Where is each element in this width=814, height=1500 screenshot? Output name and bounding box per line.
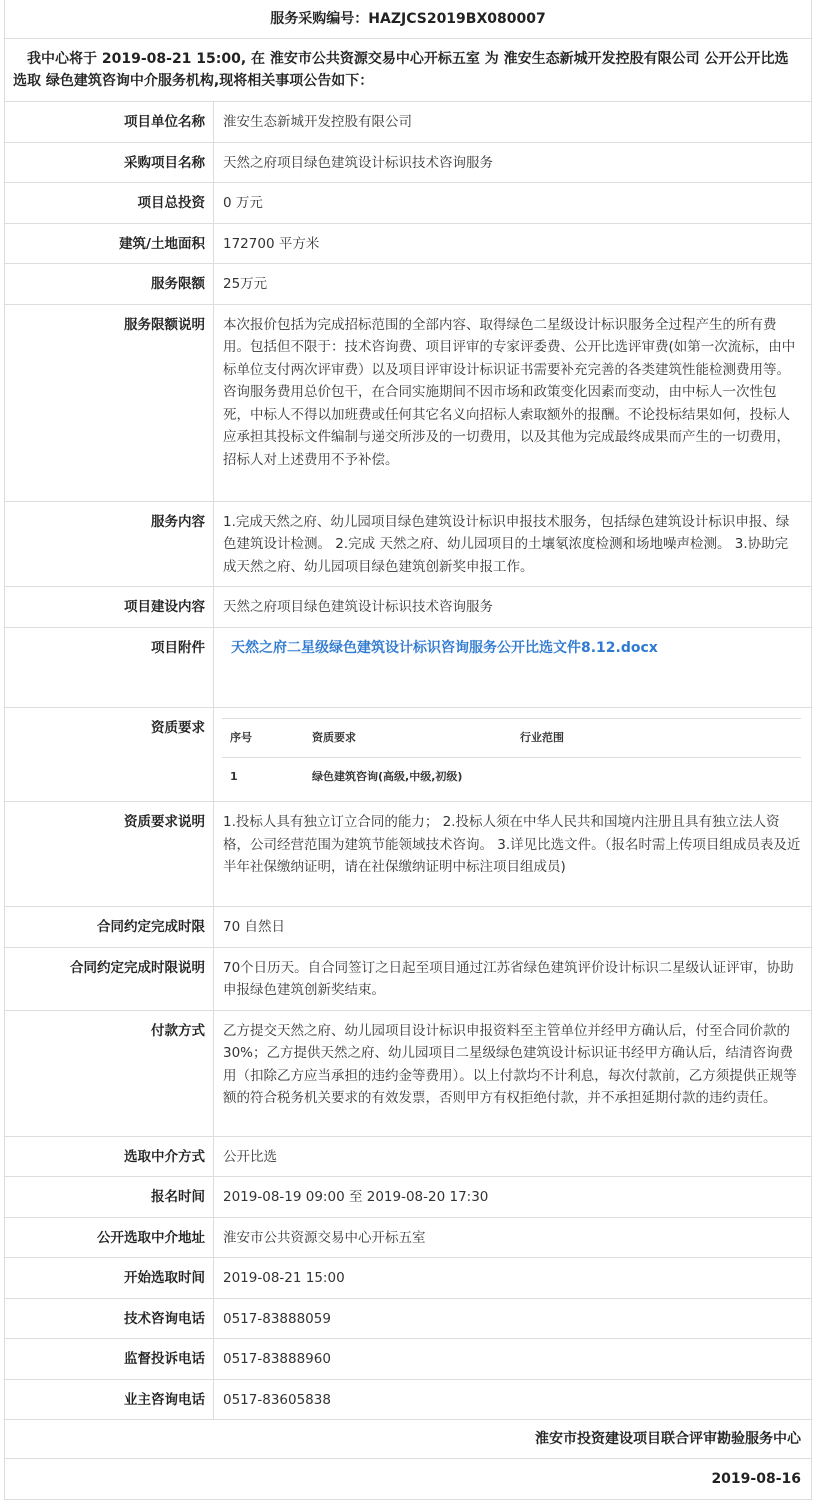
value-period: 70 自然日	[214, 907, 812, 948]
service-code-title: 服务采购编号：HAZJCS2019BX080007	[5, 0, 811, 39]
row-period	[5, 907, 811, 948]
value-attach	[214, 627, 812, 707]
value-limit: 25万元	[214, 264, 812, 305]
row-tech-phone	[5, 1298, 811, 1339]
label-content: 服务内容	[5, 501, 214, 587]
label-supervise-phone: 监督投诉电话	[5, 1339, 214, 1380]
label-unit: 项目单位名称	[5, 102, 214, 142]
row-investment	[5, 183, 811, 224]
value-address: 淮安市公共资源交易中心开标五室	[214, 1217, 812, 1258]
value-area: 172700 平方米	[214, 223, 812, 264]
row-qual-desc	[5, 802, 811, 907]
qual-col-req: 资质要求	[304, 718, 512, 758]
row-attach	[5, 627, 811, 707]
value-project: 天然之府项目绿色建筑设计标识技术咨询服务	[214, 142, 812, 183]
label-payment: 付款方式	[5, 1010, 214, 1136]
row-method	[5, 1136, 811, 1177]
label-investment: 项目总投资	[5, 183, 214, 224]
label-project: 采购项目名称	[5, 142, 214, 183]
value-investment: 0 万元	[214, 183, 812, 224]
label-method: 选取中介方式	[5, 1136, 214, 1177]
table-row	[222, 758, 801, 794]
label-address: 公开选取中介地址	[5, 1217, 214, 1258]
row-signup	[5, 1177, 811, 1218]
attachment-link[interactable]: 天然之府二星级绿色建筑设计标识咨询服务公开比选文件8.12.docx	[231, 639, 658, 656]
value-method: 公开比选	[214, 1136, 812, 1177]
row-payment	[5, 1010, 811, 1136]
qualification-table	[222, 718, 801, 794]
label-area: 建筑/土地面积	[5, 223, 214, 264]
value-content: 1.完成天然之府、幼儿园项目绿色建筑设计标识申报技术服务，包括绿色建筑设计标识申报、绿色建筑设计检测。 2.完成 天然之府、幼儿园项目的土壤氡浓度检测和场地噪声检测。 3.协助完成天然之府、幼儿园项目绿色建筑创新奖申报工作。	[214, 501, 812, 587]
qual-cell-no: 1	[230, 770, 238, 783]
qual-cell-req: 绿色建筑咨询(高级,中级,初级)	[312, 770, 463, 783]
row-supervise-phone	[5, 1339, 811, 1380]
value-supervise-phone: 0517-83888960	[214, 1339, 812, 1380]
row-owner-phone	[5, 1379, 811, 1420]
row-period-desc	[5, 947, 811, 1010]
label-build: 项目建设内容	[5, 587, 214, 628]
issue-date: 2019-08-16	[5, 1459, 811, 1500]
label-period: 合同约定完成时限	[5, 907, 214, 948]
announcement-intro: 我中心将于 2019-08-21 15:00, 在 淮安市公共资源交易中心开标五室 为 淮安生态新城开发控股有限公司 公开公开比选 选取 绿色建筑咨询中介服务机构,现将相关事项公告如下：	[5, 39, 811, 102]
qual-col-no: 序号	[222, 718, 304, 758]
row-start	[5, 1258, 811, 1299]
label-limit: 服务限额	[5, 264, 214, 305]
label-qual-desc: 资质要求说明	[5, 802, 214, 907]
label-qual: 资质要求	[5, 707, 214, 802]
announcement	[4, 0, 812, 1500]
value-unit: 淮安生态新城开发控股有限公司	[214, 102, 812, 142]
row-project	[5, 142, 811, 183]
value-limit-desc: 本次报价包括为完成招标范围的全部内容、取得绿色二星级设计标识服务全过程产生的所有费用。包括但不限于：技术咨询费、项目评审的专家评委费、公开比选评审费(如第一次流标，由中标单位支付两次评审费）以及项目评审设计标识证书需要补充完善的各类建筑性能检测费用等。咨询服务费用总价包干，在合同实施期间不因市场和政策变化因素而变动，由中标人一次性包死，中标人不得以加班费或任何其它名义向招标人索取额外的报酬。不论投标结果如何，投标人应承担其投标文件编制与递交所涉及的一切费用，以及其他为完成最终成果而产生的一切费用，招标人对上述费用不予补偿。	[214, 304, 812, 501]
value-qual-desc: 1.投标人具有独立订立合同的能力； 2.投标人须在中华人民共和国境内注册且具有独立法人资格，公司经营范围为建筑节能领域技术咨询。 3.详见比选文件。（报名时需上传项目组成员表及近半年社保缴纳证明，请在社保缴纳证明中标注项目组成员)	[214, 802, 812, 907]
row-limit	[5, 264, 811, 305]
info-table	[5, 102, 811, 1420]
value-payment: 乙方提交天然之府、幼儿园项目设计标识申报资料至主管单位并经甲方确认后，付至合同价款的30%；乙方提供天然之府、幼儿园项目二星级绿色建筑设计标识证书经甲方确认后，结清咨询费用（扣除乙方应当承担的违约金等费用）。以上付款均不计利息，每次付款前，乙方须提供正规等额的符合税务机关要求的有效发票，否则甲方有权拒绝付款，并不承担延期付款的违约责任。	[214, 1010, 812, 1136]
row-address	[5, 1217, 811, 1258]
qual-cell-scope	[512, 758, 801, 794]
value-build: 天然之府项目绿色建筑设计标识技术咨询服务	[214, 587, 812, 628]
value-owner-phone: 0517-83605838	[214, 1379, 812, 1420]
row-build	[5, 587, 811, 628]
label-period-desc: 合同约定完成时限说明	[5, 947, 214, 1010]
label-start: 开始选取时间	[5, 1258, 214, 1299]
row-limit-desc	[5, 304, 811, 501]
row-unit	[5, 102, 811, 142]
label-signup: 报名时间	[5, 1177, 214, 1218]
label-tech-phone: 技术咨询电话	[5, 1298, 214, 1339]
label-owner-phone: 业主咨询电话	[5, 1379, 214, 1420]
value-signup: 2019-08-19 09:00 至 2019-08-20 17:30	[214, 1177, 812, 1218]
value-tech-phone: 0517-83888059	[214, 1298, 812, 1339]
row-area	[5, 223, 811, 264]
qual-col-scope: 行业范围	[512, 718, 801, 758]
label-attach: 项目附件	[5, 627, 214, 707]
issuing-organization: 淮安市投资建设项目联合评审勘验服务中心	[5, 1420, 811, 1459]
row-content	[5, 501, 811, 587]
row-qual	[5, 707, 811, 802]
label-limit-desc: 服务限额说明	[5, 304, 214, 501]
value-period-desc: 70个日历天。自合同签订之日起至项目通过江苏省绿色建筑评价设计标识二星级认证评审，协助申报绿色建筑创新奖结束。	[214, 947, 812, 1010]
value-start: 2019-08-21 15:00	[214, 1258, 812, 1299]
qualification-header	[222, 718, 801, 758]
